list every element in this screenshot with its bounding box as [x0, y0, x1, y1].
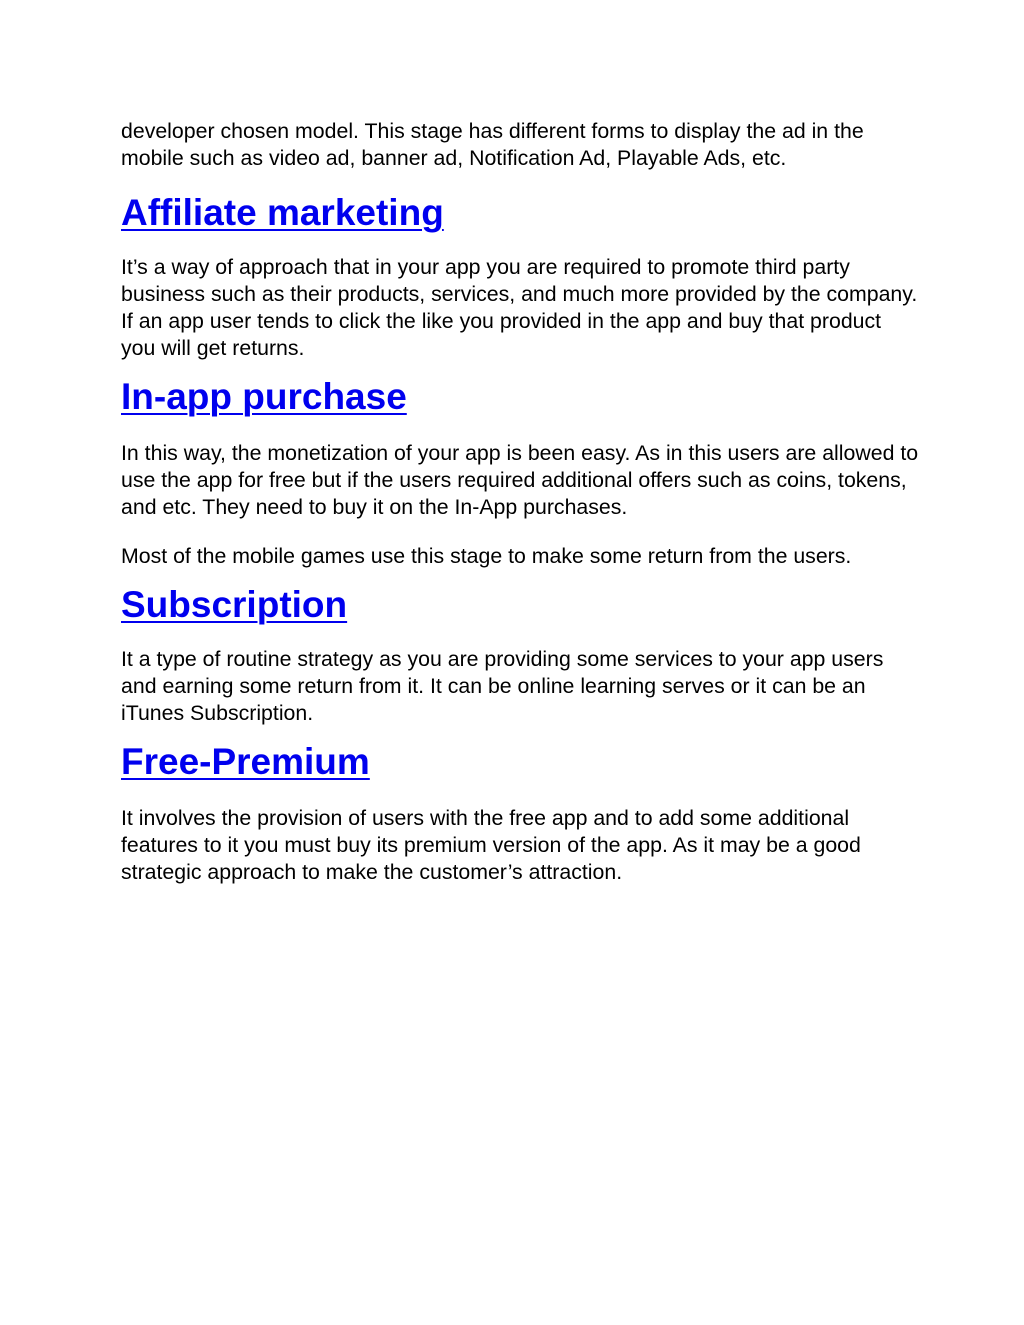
- section-subscription: [121, 582, 921, 727]
- intro-paragraph: developer chosen model. This stage has different forms to display the ad in the mobile such as video ad, banner ad, Notification Ad, Playable Ads, etc.: [121, 119, 864, 170]
- section-free-premium: [121, 739, 921, 886]
- in-app-purchase-paragraph-2: Most of the mobile games use this stage to make some return from the users.: [121, 544, 852, 568]
- document-page: [121, 118, 921, 886]
- section-in-app-purchase: [121, 374, 921, 570]
- heading-in-app-purchase: [121, 374, 921, 420]
- affiliate-marketing-paragraph: It’s a way of approach that in your app you are required to promote third party business such as their products, services, and much more provided by the company. If an app user tends to click the like you provided in the app and buy that product you will get returns.: [121, 255, 918, 360]
- heading-free-premium: [121, 739, 921, 785]
- section-affiliate-marketing: [121, 190, 921, 362]
- free-premium-paragraph: It involves the provision of users with the free app and to add some additional features to it you must buy its premium version of the app. As it may be a good strategic approach to make the customer’s attraction.: [121, 806, 861, 884]
- subscription-paragraph: It a type of routine strategy as you are providing some services to your app users and earning some return from it. It can be online learning serves or it can be an iTunes Subscription.: [121, 647, 884, 725]
- in-app-purchase-paragraph-1: In this way, the monetization of your app is been easy. As in this users are allowed to use the app for free but if the users required additional offers such as coins, tokens, and etc. They need to buy it on the In-App purchases.: [121, 441, 919, 519]
- heading-subscription: [121, 582, 921, 628]
- link-affiliate-marketing[interactable]: Affiliate marketing: [121, 192, 444, 233]
- heading-affiliate-marketing: [121, 190, 921, 236]
- link-free-premium[interactable]: Free-Premium: [121, 741, 370, 782]
- link-in-app-purchase[interactable]: In-app purchase: [121, 376, 407, 417]
- link-subscription[interactable]: Subscription: [121, 584, 348, 625]
